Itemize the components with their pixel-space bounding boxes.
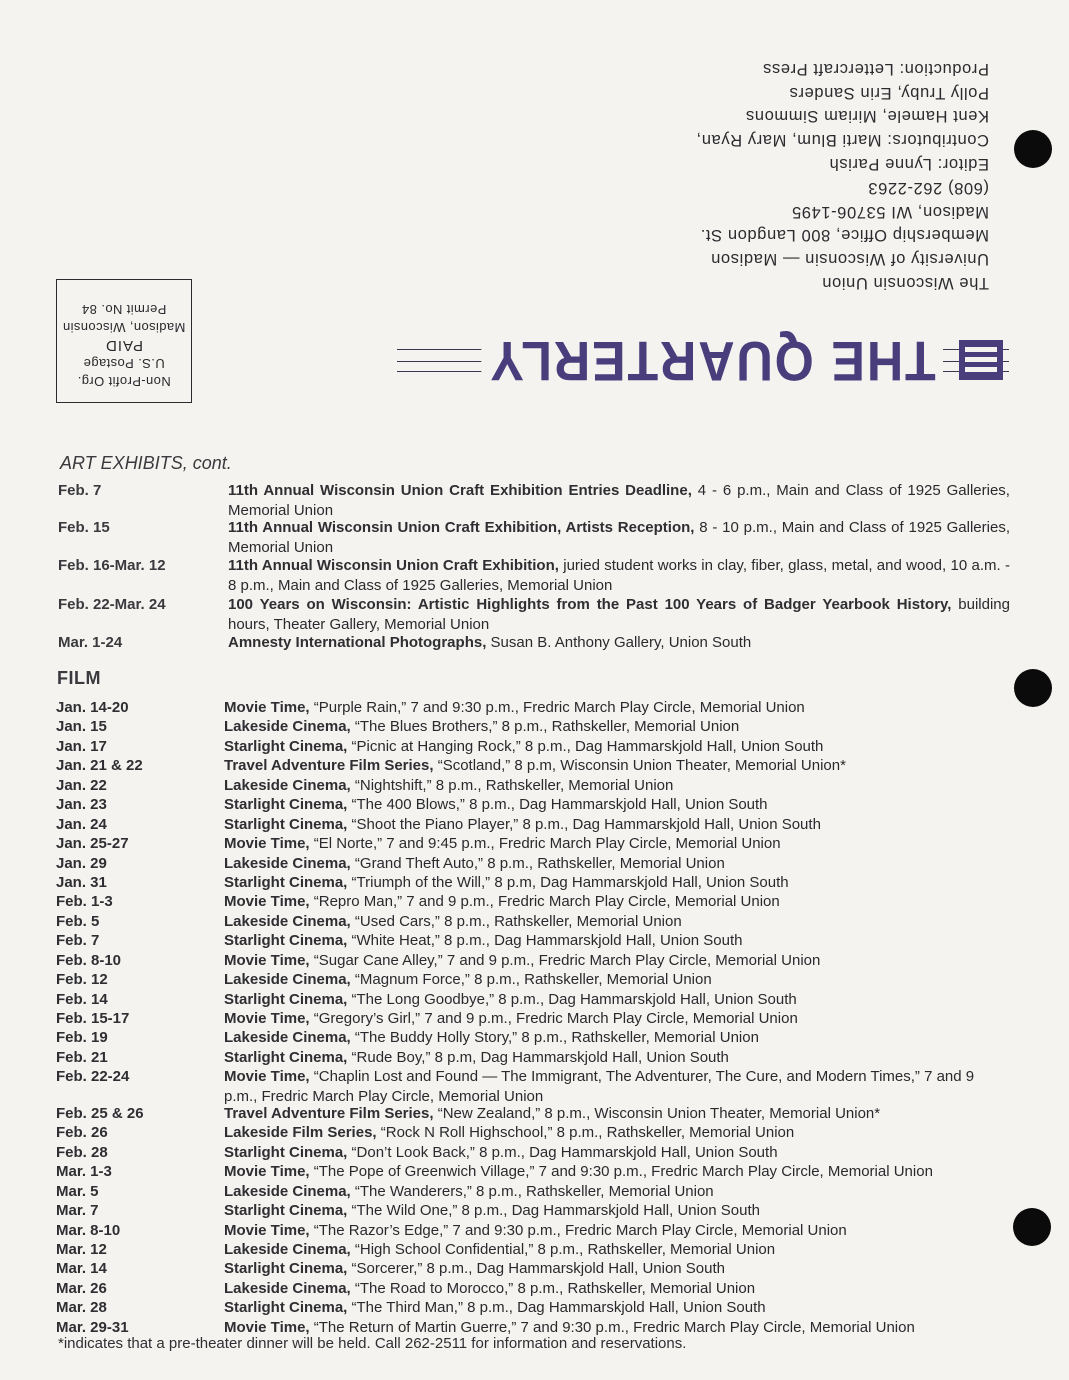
film-description xyxy=(224,1123,1010,1143)
film-date: Mar. 1-3 xyxy=(56,1163,112,1181)
film-description xyxy=(224,1240,1010,1260)
event-date: Mar. 1-24 xyxy=(58,634,123,651)
film-detail: “The Blues Brothers,” 8 p.m., Rathskeller, Memorial Union xyxy=(350,718,740,736)
film-detail: “Sorcerer,” 8 p.m., Dag Hammarskjold Hall, Union South xyxy=(347,1260,725,1278)
film-date: Feb. 15-17 xyxy=(56,1010,130,1028)
postage-line: U.S. Postage xyxy=(83,356,165,371)
film-series: Lakeside Cinema, xyxy=(224,854,351,872)
film-series: Movie Time, xyxy=(224,1318,310,1336)
film-series: Movie Time, xyxy=(224,835,310,853)
event-detail: 8 - 10 p.m., Main and Class of 1925 Galleries, Memorial Union xyxy=(228,519,1010,556)
film-detail: “The Buddy Holly Story,” 8 p.m., Rathskeller, Memorial Union xyxy=(350,1029,759,1047)
film-description xyxy=(224,1201,1010,1221)
film-detail: “Gregory’s Girl,” 7 and 9 p.m., Fredric March Play Circle, Memorial Union xyxy=(309,1010,798,1028)
film-detail: “Scotland,” 8 p.m, Wisconsin Union Theater, Memorial Union* xyxy=(433,757,846,775)
return-address-block xyxy=(696,56,989,294)
film-series: Starlight Cinema, xyxy=(224,796,348,814)
film-description xyxy=(224,990,1010,1010)
film-series: Lakeside Cinema, xyxy=(224,1241,351,1259)
film-date: Mar. 28 xyxy=(56,1299,107,1317)
art-exhibits-heading: ART EXHIBITS, cont. xyxy=(60,453,232,473)
address-line: Polly Truby, Erin Sanders xyxy=(789,83,989,102)
film-detail: “High School Confidential,” 8 p.m., Rathskeller, Memorial Union xyxy=(350,1241,776,1259)
event-title: Amnesty International Photographs, xyxy=(228,634,487,651)
film-date: Feb. 21 xyxy=(56,1048,108,1066)
film-date: Jan. 23 xyxy=(56,796,107,814)
film-series: Lakeside Cinema, xyxy=(224,718,351,736)
film-detail: “El Norte,” 7 and 9:45 p.m., Fredric March Play Circle, Memorial Union xyxy=(309,835,781,853)
film-description xyxy=(224,1143,1010,1163)
film-detail: “Magnum Force,” 8 p.m., Rathskeller, Memorial Union xyxy=(350,971,712,989)
event-date: Feb. 7 xyxy=(58,482,102,499)
film-description xyxy=(224,756,1010,776)
film-date: Feb. 5 xyxy=(56,912,100,930)
postage-indicia xyxy=(56,279,192,403)
film-description xyxy=(224,776,1010,796)
film-series: Lakeside Cinema, xyxy=(224,1029,351,1047)
film-detail: “The Long Goodbye,” 8 p.m., Dag Hammarskjold Hall, Union South xyxy=(347,990,797,1008)
film-description xyxy=(224,951,1010,971)
film-date: Feb. 14 xyxy=(56,990,108,1008)
film-date: Jan. 25-27 xyxy=(56,835,129,853)
film-detail: “Triumph of the Will,” 8 p.m, Dag Hammarskjold Hall, Union South xyxy=(347,873,789,891)
film-series: Travel Adventure Film Series, xyxy=(224,1104,434,1122)
event-description xyxy=(228,518,1010,557)
film-date: Mar. 12 xyxy=(56,1241,107,1259)
film-date: Mar. 5 xyxy=(56,1182,99,1200)
film-description xyxy=(224,912,1010,932)
film-date: Feb. 26 xyxy=(56,1124,108,1142)
film-description xyxy=(224,854,1010,874)
film-description xyxy=(224,1162,1010,1182)
postage-line: Madison, Wisconsin xyxy=(62,320,186,335)
postage-line: Non-Profit Org. xyxy=(77,374,171,389)
film-description xyxy=(224,1104,1010,1124)
film-date: Jan. 15 xyxy=(56,718,107,736)
film-description xyxy=(224,1298,1010,1318)
event-detail: Susan B. Anthony Gallery, Union South xyxy=(486,634,752,651)
film-detail: “Rock N Roll Highschool,” 8 p.m., Rathskeller, Memorial Union xyxy=(376,1124,795,1142)
event-title: 100 Years on Wisconsin: Artistic Highlights from the Past 100 Years of Badger Yearbook History, xyxy=(228,596,952,613)
film-description xyxy=(224,1221,1010,1241)
film-detail: “Repro Man,” 7 and 9 p.m., Fredric March Play Circle, Memorial Union xyxy=(309,893,780,911)
film-series: Starlight Cinema, xyxy=(224,873,348,891)
film-detail: “Chaplin Lost and Found — The Immigrant, The Adventurer, The Cure, and Modern Times,” 7 and 9 p.m., Fredric March Play Circle, Memorial Union xyxy=(224,1068,975,1105)
event-description xyxy=(228,595,1010,634)
film-detail: “Sugar Cane Alley,” 7 and 9 p.m., Fredric March Play Circle, Memorial Union xyxy=(309,951,821,969)
film-series: Starlight Cinema, xyxy=(224,1048,348,1066)
film-series: Lakeside Cinema, xyxy=(224,776,351,794)
film-series: Starlight Cinema, xyxy=(224,1202,348,1220)
film-description xyxy=(224,1182,1010,1202)
film-date: Mar. 14 xyxy=(56,1260,107,1278)
film-series: Lakeside Cinema, xyxy=(224,912,351,930)
event-title: 11th Annual Wisconsin Union Craft Exhibition, Artists Reception, xyxy=(228,519,695,536)
event-description xyxy=(228,556,1010,595)
address-line: Madison, WI 53706-1495 xyxy=(791,202,989,221)
film-detail: “Grand Theft Auto,” 8 p.m., Rathskeller, Memorial Union xyxy=(350,854,725,872)
event-date: Feb. 22-Mar. 24 xyxy=(58,596,166,613)
film-description xyxy=(224,737,1010,757)
film-description xyxy=(224,970,1010,990)
film-description xyxy=(224,698,1010,718)
film-date: Feb. 8-10 xyxy=(56,951,122,969)
film-date: Feb. 25 & 26 xyxy=(56,1104,144,1122)
film-date: Jan. 17 xyxy=(56,737,107,755)
film-detail: “The Wanderers,” 8 p.m., Rathskeller, Memorial Union xyxy=(350,1182,714,1200)
film-series: Movie Time, xyxy=(224,951,310,969)
address-line: University of Wisconsin — Madison xyxy=(710,250,989,269)
film-series: Starlight Cinema, xyxy=(224,1299,348,1317)
film-description xyxy=(224,1259,1010,1279)
address-line: (608) 262-2263 xyxy=(867,178,989,197)
film-detail: “The Pope of Greenwich Village,” 7 and 9:30 p.m., Fredric March Play Circle, Memorial Union xyxy=(309,1163,933,1181)
union-logo-icon xyxy=(955,334,1007,386)
address-line: Contributors: Marti Blum, Mary Ryan, xyxy=(695,131,989,150)
film-date: Jan. 24 xyxy=(56,815,107,833)
film-series: Movie Time, xyxy=(224,1221,310,1239)
film-description xyxy=(224,892,1010,912)
film-description xyxy=(224,834,1010,854)
film-series: Lakeside Cinema, xyxy=(224,1279,351,1297)
film-date: Feb. 19 xyxy=(56,1029,108,1047)
film-date: Jan. 14-20 xyxy=(56,699,129,716)
film-detail: “Shoot the Piano Player,” 8 p.m., Dag Hammarskjold Hall, Union South xyxy=(347,815,821,833)
event-date: Feb. 16-Mar. 12 xyxy=(58,557,166,574)
film-date: Jan. 21 & 22 xyxy=(56,757,143,775)
film-description xyxy=(224,795,1010,815)
address-line: The Wisconsin Union xyxy=(821,274,989,292)
film-series: Starlight Cinema, xyxy=(224,932,348,950)
film-detail: “White Heat,” 8 p.m., Dag Hammarskjold Hall, Union South xyxy=(347,932,743,950)
film-date: Feb. 12 xyxy=(56,971,108,989)
film-detail: “The Road to Morocco,” 8 p.m., Rathskeller, Memorial Union xyxy=(350,1279,756,1297)
footnote: *indicates that a pre-theater dinner will be held. Call 262-2511 for information and reservations. xyxy=(58,1335,687,1352)
film-series: Starlight Cinema, xyxy=(224,1260,348,1278)
film-date: Jan. 31 xyxy=(56,873,107,891)
film-detail: “The 400 Blows,” 8 p.m., Dag Hammarskjold Hall, Union South xyxy=(347,796,768,814)
film-detail: “Used Cars,” 8 p.m., Rathskeller, Memorial Union xyxy=(350,912,682,930)
event-date: Feb. 15 xyxy=(58,519,110,536)
punch-hole-middle xyxy=(1014,669,1052,707)
film-description xyxy=(224,815,1010,835)
event-title: 11th Annual Wisconsin Union Craft Exhibition Entries Deadline, xyxy=(228,482,692,499)
postage-line: Permit No. 84 xyxy=(81,302,167,317)
masthead xyxy=(397,323,1009,398)
address-line: Membership Office, 800 Langdon St. xyxy=(700,226,989,245)
postage-paid: PAID xyxy=(105,337,143,354)
film-series: Movie Time, xyxy=(224,699,310,716)
film-detail: “Don’t Look Back,” 8 p.m., Dag Hammarskjold Hall, Union South xyxy=(347,1143,778,1161)
film-detail: “Nightshift,” 8 p.m., Rathskeller, Memorial Union xyxy=(350,776,674,794)
film-date: Mar. 8-10 xyxy=(56,1221,121,1239)
film-series: Lakeside Cinema, xyxy=(224,1182,351,1200)
film-date: Feb. 1-3 xyxy=(56,893,113,911)
film-detail: “The Return of Martin Guerre,” 7 and 9:30 p.m., Fredric March Play Circle, Memorial Union xyxy=(309,1318,915,1336)
event-title: 11th Annual Wisconsin Union Craft Exhibition, xyxy=(228,557,559,574)
film-description xyxy=(224,931,1010,951)
film-detail: “New Zealand,” 8 p.m., Wisconsin Union Theater, Memorial Union* xyxy=(433,1104,881,1122)
event-detail: 4 - 6 p.m., Main and Class of 1925 Galleries, Memorial Union xyxy=(228,482,1010,519)
film-date: Mar. 26 xyxy=(56,1279,107,1297)
film-series: Movie Time, xyxy=(224,1010,310,1028)
film-date: Feb. 28 xyxy=(56,1143,108,1161)
punch-hole-bottom xyxy=(1013,1208,1051,1246)
film-date: Feb. 22-24 xyxy=(56,1068,130,1086)
film-series: Movie Time, xyxy=(224,1163,310,1181)
film-description xyxy=(224,1279,1010,1299)
film-detail: “The Wild One,” 8 p.m., Dag Hammarskjold Hall, Union South xyxy=(347,1202,761,1220)
film-date: Mar. 7 xyxy=(56,1202,99,1220)
film-detail: “Picnic at Hanging Rock,” 8 p.m., Dag Hammarskjold Hall, Union South xyxy=(347,737,824,755)
film-date: Jan. 22 xyxy=(56,776,107,794)
film-series: Travel Adventure Film Series, xyxy=(224,757,434,775)
film-series: Lakeside Film Series, xyxy=(224,1124,377,1142)
film-description xyxy=(224,1009,1010,1029)
film-series: Starlight Cinema, xyxy=(224,1143,348,1161)
film-date: Mar. 29-31 xyxy=(56,1318,129,1336)
film-series: Movie Time, xyxy=(224,893,310,911)
film-description xyxy=(224,1028,1010,1048)
film-series: Lakeside Cinema, xyxy=(224,971,351,989)
event-detail: juried student works in clay, fiber, glass, metal, and wood, 10 a.m. - 8 p.m., Main and Class of 1925 Galleries, Memorial Union xyxy=(228,557,1010,594)
film-description xyxy=(224,1067,1010,1106)
mailer-panel xyxy=(0,0,1069,440)
film-date: Feb. 7 xyxy=(56,932,100,950)
film-detail: “The Razor’s Edge,” 7 and 9:30 p.m., Fredric March Play Circle, Memorial Union xyxy=(309,1221,847,1239)
address-line: Production: Lettercraft Press xyxy=(762,59,989,78)
film-series: Starlight Cinema, xyxy=(224,737,348,755)
film-detail: “Purple Rain,” 7 and 9:30 p.m., Fredric March Play Circle, Memorial Union xyxy=(309,699,805,716)
film-date: Jan. 29 xyxy=(56,854,107,872)
event-description xyxy=(228,481,1010,520)
film-description xyxy=(224,717,1010,737)
film-description xyxy=(224,1048,1010,1068)
film-description xyxy=(224,873,1010,893)
event-detail: building hours, Theater Gallery, Memorial Union xyxy=(228,596,1010,633)
film-detail: “Rude Boy,” 8 p.m, Dag Hammarskjold Hall, Union South xyxy=(347,1048,729,1066)
address-line: Kent Hamele, Miriam Simmons xyxy=(745,107,989,126)
film-series: Starlight Cinema, xyxy=(224,990,348,1008)
event-description xyxy=(228,633,1010,653)
film-heading: FILM xyxy=(57,668,101,688)
address-line: Editor: Lynne Parish xyxy=(829,155,989,174)
film-series: Starlight Cinema, xyxy=(224,815,348,833)
film-series: Movie Time, xyxy=(224,1068,310,1086)
masthead-title: THE QUARTERLY xyxy=(481,326,943,396)
film-detail: “The Third Man,” 8 p.m., Dag Hammarskjold Hall, Union South xyxy=(347,1299,766,1317)
